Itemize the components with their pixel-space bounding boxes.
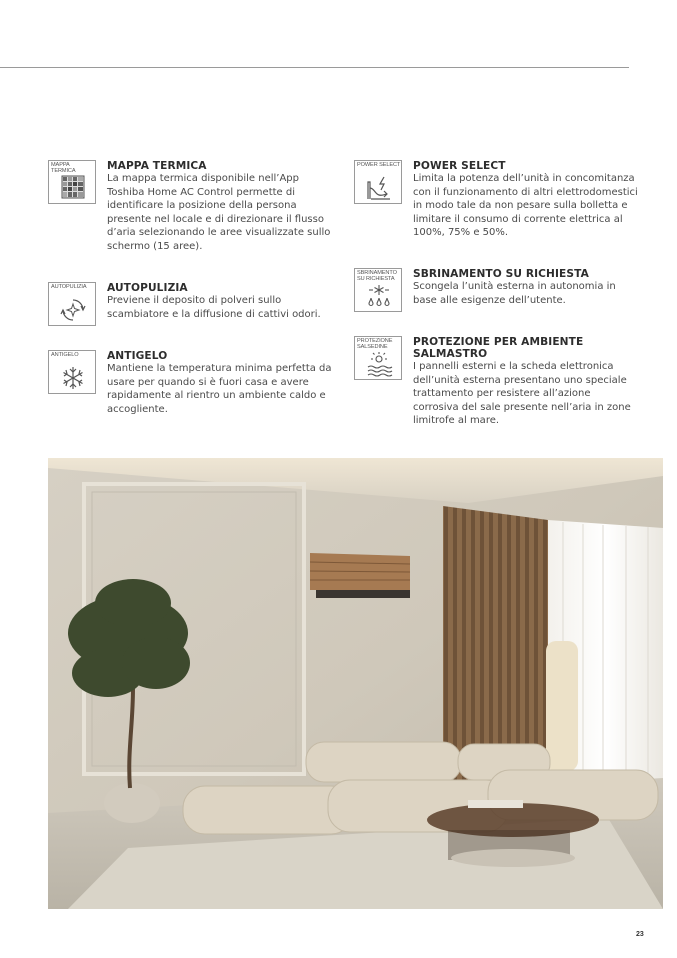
top-divider	[0, 67, 629, 68]
feature-description: Limita la potenza dell’unità in concomitanza con il funzionamento di altri elettrodomestici in modo tale da non pesare sulla bolletta e limitare il consumo di corrente elettrica al 100%, 75% e 50%.	[413, 173, 638, 238]
icon-caption: SBRINAMENTO SU RICHIESTA	[357, 270, 397, 282]
feature-icon-box	[48, 282, 96, 326]
feature-description: Mantiene la temperatura minima perfetta da usare per quando si è fuori casa e avere rapidamente al rientro un ambiente caldo e accogliente.	[107, 363, 332, 415]
feature-icon-box	[354, 160, 402, 204]
page-number: 23	[636, 931, 644, 938]
living-room-photo	[48, 458, 663, 909]
feature-description: La mappa termica disponibile nell’App Toshiba Home AC Control permette di identificare la posizione della persona presente nel locale e di direzionare il flusso d’aria selezionando le aree visualizzate sullo schermo (15 aree).	[107, 173, 331, 252]
feature-icon-box	[48, 160, 96, 204]
feature-icon-box	[48, 350, 96, 394]
snowflake-icon	[59, 364, 87, 392]
feature-title: PROTEZIONE PER AMBIENTE SALMASTRO	[413, 336, 584, 360]
icon-caption: MAPPA TERMICA	[51, 162, 76, 174]
feature-title: AUTOPULIZIA	[107, 282, 188, 294]
feature-title: ANTIGELO	[107, 350, 168, 362]
thermal-map-icon	[59, 174, 87, 202]
icon-caption: POWER SELECT	[357, 162, 401, 168]
living-room-illustration	[48, 458, 663, 909]
feature-description: I pannelli esterni e la scheda elettronica dell’unità esterna presentano uno speciale trattamento per resistere all’azione corrosiva del sale presente nell’aria in zone limitrofe al mare.	[413, 361, 631, 426]
icon-caption: AUTOPULIZIA	[51, 284, 87, 290]
feature-title: POWER SELECT	[413, 160, 506, 172]
defrost-icon	[365, 282, 393, 310]
feature-icon-box	[354, 336, 402, 380]
icon-caption: PROTEZIONE SALSEDINE	[357, 338, 393, 350]
feature-icon-box	[354, 268, 402, 312]
power-select-icon	[365, 174, 393, 202]
feature-description: Previene il deposito di polveri sullo scambiatore e la diffusione di cattivi odori.	[107, 295, 321, 320]
icon-caption: ANTIGELO	[51, 352, 79, 358]
feature-title: MAPPA TERMICA	[107, 160, 207, 172]
feature-description: Scongela l’unità esterna in autonomia in base alle esigenze dell’utente.	[413, 281, 616, 306]
salt-protection-icon	[365, 350, 393, 378]
self-clean-icon	[59, 296, 87, 324]
feature-title: SBRINAMENTO SU RICHIESTA	[413, 268, 589, 280]
